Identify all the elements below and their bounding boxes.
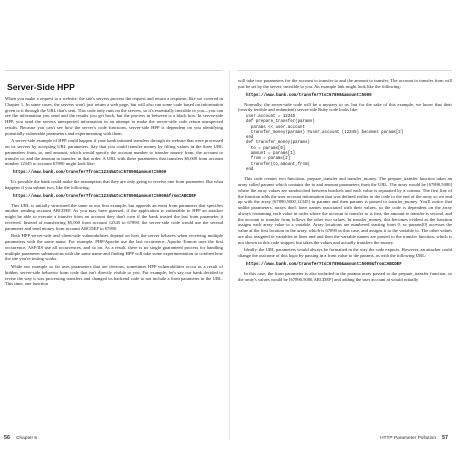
- paragraph: A server-side example of HPP could happen if your bank initiated transfers through its website that were processed on its servers by accepting URL parameters. Say that you could transfer money by filling values in the three URL parameters from, to, and amount, which would specify the account number to transfer money from, the account to transfer to, and the amount to transfer, in that order. A URL with these parameters that transfers $5,000 from account number 12345 to account 67890 might look like:: [5, 138, 223, 167]
- example-url: https://www.bank.com/transfer?to=67890&amount=5000&from=ABCDEF: [246, 262, 402, 267]
- top-rule-right: [238, 70, 452, 71]
- page-gutter: [229, 70, 230, 440]
- left-footer: [4, 435, 37, 441]
- top-rule-left: [5, 70, 223, 71]
- right-page-body: [238, 78, 452, 282]
- paragraph: will take two parameters for the account to transfer to and the amount to transfer. The account to transfer from will just be set by the server, invisible to you. An example link might look like the following:: [238, 78, 452, 89]
- chapter-label: Chapter 5: [16, 436, 38, 441]
- right-page: [238, 78, 452, 433]
- paragraph: Both HPP server-side and client-side vulnerabilities depend on how the server behaves when receiving multiple parameters with the same name. For example, PHP/Apache use the last occurrence, Apache Tomcat uses the first occurrence, ASP/IIS use all occurrences, and so on. As a result, there is no single guaranteed process for handling multiple parameter submissions with the same name and finding HPP will take some experimentation to confirm how the site you're testing works.: [5, 233, 223, 262]
- example-url: https://www.bank.com/transfer?from=12345&to=67890&amount=5000&from=ABCDEF: [13, 194, 197, 199]
- paragraph: Normally, the server-side code will be a mystery to us, but for the sake of this example, we know that their (overtly terrible and redundant) server-side Ruby code looks like:: [238, 101, 452, 113]
- paragraph: While our example so far uses parameters that are obvious, sometimes HPP vulnerabilities occur as a result of hidden, server-side behavior from code that isn't directly visible to you. For example, let's say our bank decided to revise the way it was processing transfers and changed its backend code to not include a from parameter in the URL. This time, one function: [5, 264, 223, 287]
- paragraph: It's possible the bank could make the assumption that they are only going to receive one from parameter. But what happens if you submit two, like the following:: [5, 179, 223, 190]
- section-heading: Server-Side HPP: [7, 82, 75, 92]
- paragraph: In this case, the from parameter is also included in the params array passed to the prepare_transfer function, so the array's values would be [67890,5000,ABCDEF] and adding the user account at would actually: [238, 270, 452, 282]
- page-number: 57: [442, 435, 448, 441]
- paragraph: This URL is initially structured the same as our first example, but appends an extra from parameter that specifies another sending account ABCDEF. As you may have guessed, if the application is vulnerable to HPP an attacker might be able to execute a transfer from an account they don't own if the bank trusted the last from parameter it received. Instead of transferring $5,000 from account 12345 to 67890, the server-side code would use the second parameter and send money from account ABCDEF to 67890.: [5, 202, 223, 231]
- left-page: [5, 78, 223, 433]
- paragraph: Ideally, the URL parameters would always be formatted in the way the code expects. However, an attacker could change the outcome of this logic by passing in a from value to the params, as with the following URL:: [238, 247, 452, 259]
- code-listing: user.account = 12345 def prepare_transfer(params) params << user.account transfer_money(params) #user.account (12345) becomes params[2] end def transfer_money(params) to = params[0] amount = params[1] from = params[2] transfer(to,amount,from) end: [246, 115, 404, 172]
- paragraph: This code creates two functions, prepare_transfer and transfer_money. The prepare_transfer function takes an array called params which contains the to and amount parameters from the URL. The array would be [67890,5000] where the array values are sandwiched between brackets and each value is separated by a comma. The first line of the function adds the user account information that was defined earlier in the code to the end of the array so we end up with the array [67890,5000,12345] in params and then params is passed to transfer_money. You'll notice that unlike parameters, arrays don't have names associated with their values, so the code is dependent on the array always containing each value in order where the account to transfer to is first, the amount to transfer is second, and the account to transfer from follows the other two values. In transfer_money, this becomes evident as the function assigns each array value to a variable. Array locations are numbered starting from 0, so params[0] accesses the value at the first location in the array, which is 67890 in this case, and assigns it to the variable to. The other values are also assigned to variables at lines and and then the variable names are passed to the transfer function, which is not shown in this code snippet, but takes the values and actually transfers the money.: [238, 176, 452, 245]
- example-url: https://www.bank.com/transfer?from=12345&to=67890&amount=5000: [13, 171, 167, 175]
- right-footer: [380, 435, 448, 441]
- page-number: 56: [4, 435, 10, 441]
- paragraph: When you make a request to a website, the site's servers process the request and return a response, like we covered in Chapter 1. In some cases, the servers won't just return a web page, but will also run some code based on information given to it through the URL that's sent. This code only runs on the servers, so it's essentially invisible to you—you can see the information you send and the results you get back, but the process in between is a black box. In server-side HPP, you send the servers unexpected information in an attempt to make the server-side code return unexpected results. Because you can't see how the server's code functions, server-side HPP is dependent on you identifying potentially vulnerable parameters and experimenting with them.: [5, 96, 223, 136]
- left-page-body: [5, 96, 223, 287]
- chapter-title: HTTP Parameter Pollution: [380, 436, 436, 441]
- example-url: https://www.bank.com/transfer?to=67890&amount=5000: [246, 93, 372, 98]
